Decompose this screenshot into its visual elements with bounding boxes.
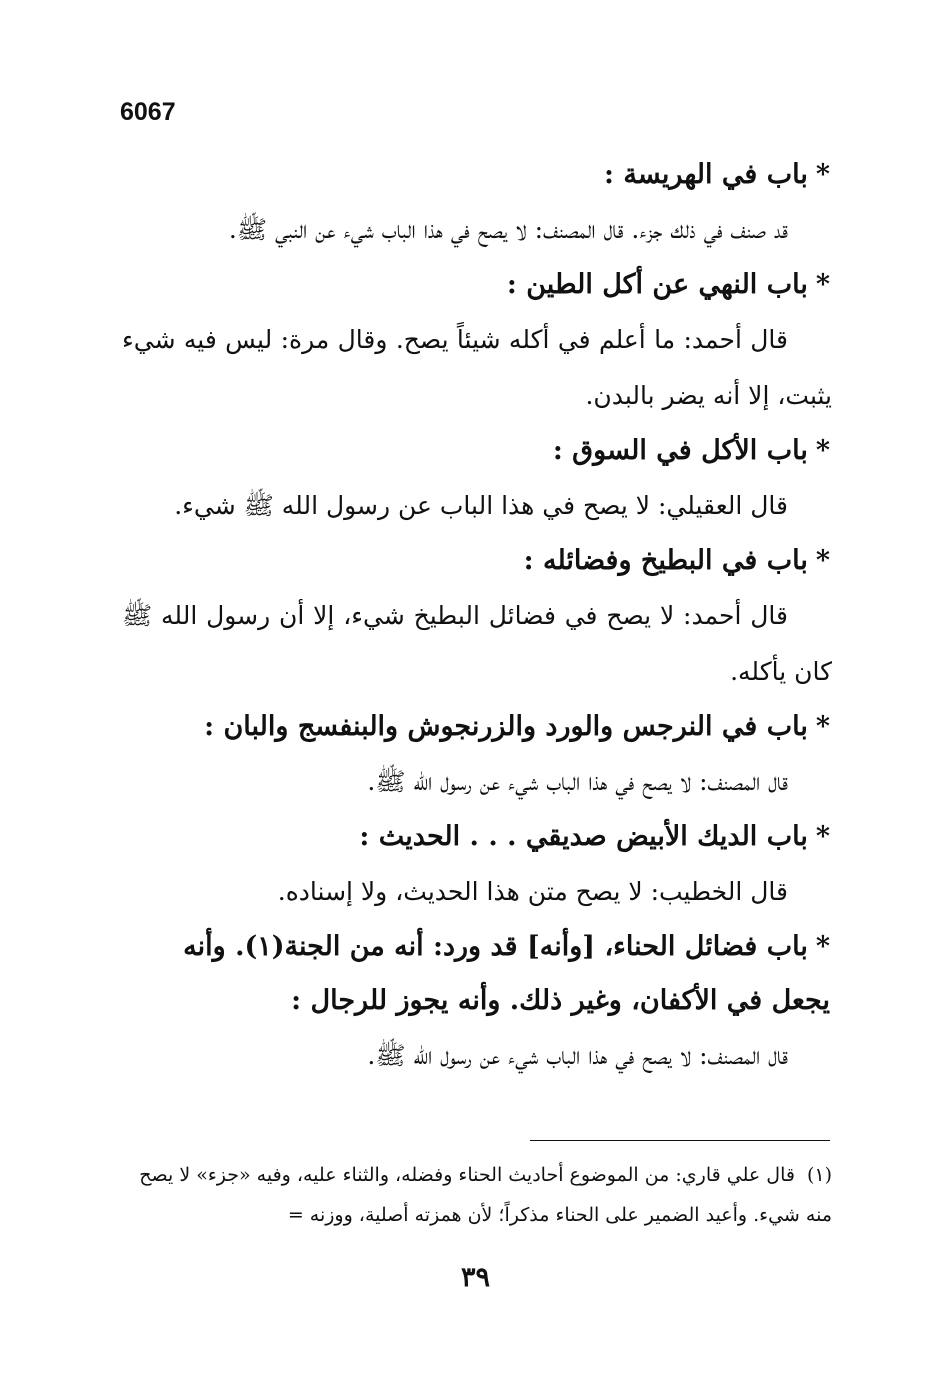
footnote-text: قال علي قاري: من الموضوع أحاديث الحناء وفضله، والثناء عليه، وفيه «جزء» لا يصح منه شيء. وأعيد الضمير على الحناء مذكراً؛ لأن همزته أصلية، ووزنه =: [139, 1164, 832, 1226]
heading-text: باب الديك الأبيض صديقي . . . الحديث :: [359, 821, 808, 852]
section: [122, 258, 832, 424]
section-text: قال أحمد: لا يصح في فضائل البطيخ شيء، إلا أن رسول الله ﷺ كان يأكله.: [122, 601, 832, 686]
bullet-icon: *: [815, 545, 830, 576]
section-heading: [122, 424, 832, 478]
bullet-icon: *: [815, 931, 830, 962]
section-text: قال العقيلي: لا يصح في هذا الباب عن رسول الله ﷺ شيء.: [174, 491, 788, 520]
section: [122, 148, 832, 258]
section: [122, 534, 832, 700]
section-heading: [122, 534, 832, 588]
section-text: قد صنف في ذلك جزء. قال المصنف: لا يصح في هذا الباب شيء عن النبي ﷺ.: [228, 215, 788, 244]
bullet-icon: *: [815, 159, 830, 190]
section-heading: [122, 700, 832, 754]
page-id: 6067: [120, 98, 176, 126]
section-text: قال المصنف: لا يصح في هذا الباب شيء عن رسول الله ﷺ.: [367, 1041, 788, 1070]
footnote: [122, 1155, 832, 1235]
section-text: قال المصنف: لا يصح في هذا الباب شيء عن رسول الله ﷺ.: [367, 767, 788, 796]
section: [122, 920, 832, 1084]
section: [122, 700, 832, 810]
main-text: [122, 148, 832, 1084]
section-heading: [122, 810, 832, 864]
bullet-icon: *: [815, 821, 830, 852]
section-heading: [122, 148, 832, 202]
bullet-icon: *: [815, 435, 830, 466]
heading-text: باب في الهريسة :: [603, 159, 808, 190]
section-text: قال الخطيب: لا يصح متن هذا الحديث، ولا إسناده.: [277, 877, 788, 906]
footnote-divider: [530, 1140, 830, 1141]
heading-text: باب في البطيخ وفضائله :: [523, 545, 808, 576]
bullet-icon: *: [815, 269, 830, 300]
section-heading: [122, 258, 832, 312]
section-text: قال أحمد: ما أعلم في أكله شيئاً يصح. وقال مرة: ليس فيه شيء يثبت، إلا أنه يضر بالبدن.: [122, 325, 832, 410]
heading-text: باب النهي عن أكل الطين :: [506, 269, 808, 300]
footnote-number: (١): [806, 1164, 832, 1186]
heading-text: باب فضائل الحناء، [وأنه] قد ورد: أنه من الجنة(١). وأنه يجعل في الأكفان، وغير ذلك. وأنه يجوز للرجال :: [183, 931, 830, 1016]
bullet-icon: *: [815, 711, 830, 742]
heading-text: باب الأكل في السوق :: [552, 435, 808, 466]
section: [122, 810, 832, 920]
section: [122, 424, 832, 534]
heading-text: باب في النرجس والورد والزرنجوش والبنفسج والبان :: [204, 711, 808, 742]
section-heading: [122, 920, 832, 1028]
page-number: ٣٩: [460, 1262, 490, 1293]
